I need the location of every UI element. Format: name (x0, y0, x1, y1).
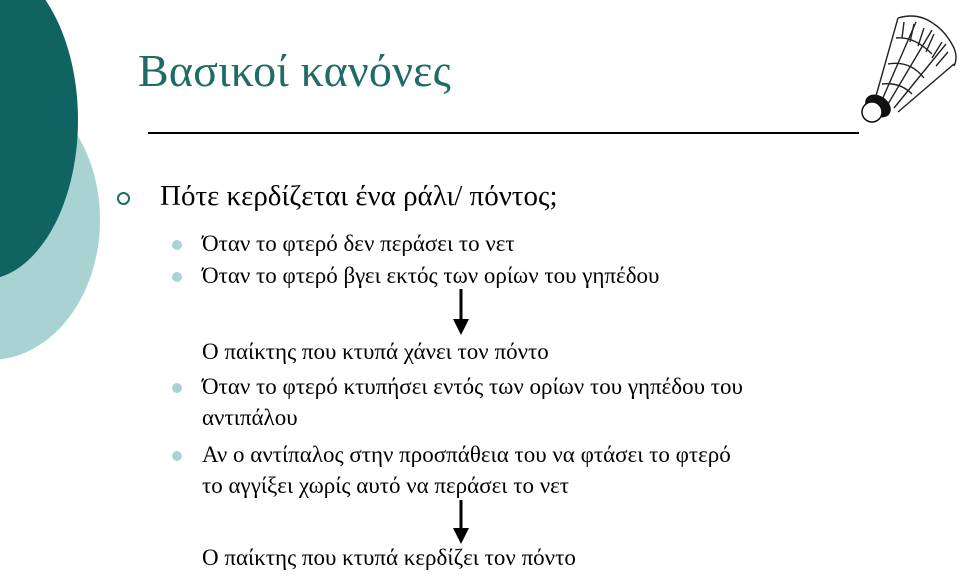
bullet-icon (172, 451, 182, 461)
list-item: Αν ο αντίπαλος στην προσπάθεια του να φτάσει το φτερό (202, 442, 731, 467)
question-text: Πότε κερδίζεται ένα ράλι/ πόντος; (160, 180, 558, 212)
list-item: Όταν το φτερό κτυπήσει εντός των ορίων του γηπέδου του (202, 374, 743, 399)
list-item-continuation: αντιπάλου (202, 405, 298, 430)
slide-title: Βασικοί κανόνες (138, 45, 452, 96)
bullet-icon (172, 272, 182, 282)
decorative-left-shapes (0, 0, 140, 360)
question-bullet-icon (117, 192, 130, 205)
list-item-continuation: το αγγίξει χωρίς αυτό να περάσει το νετ (202, 473, 569, 498)
bullet-icon (172, 383, 182, 393)
list-item: Όταν το φτερό βγει εκτός των ορίων του γηπέδου (202, 263, 660, 288)
arrow-down-icon (451, 289, 471, 337)
result-win-text: Ο παίκτης που κτυπά κερδίζει τον πόντο (202, 545, 576, 570)
title-underline (148, 132, 859, 134)
result-lose-text: Ο παίκτης που κτυπά χάνει τον πόντο (202, 339, 549, 364)
shuttlecock-icon (858, 8, 958, 128)
bullet-icon (172, 240, 182, 250)
list-item: Όταν το φτερό δεν περάσει το νετ (202, 231, 515, 256)
arrow-down-icon (451, 500, 471, 546)
